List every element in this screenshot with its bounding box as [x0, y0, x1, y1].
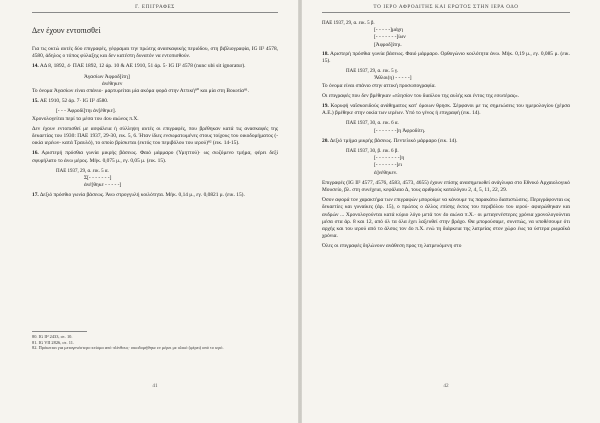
inscription-line: ἀνέθηκεν	[102, 80, 123, 87]
entry-text: ΑΔ 8, 1892, 4· ΠΑΕ 1892, 12 άρ. 10 & ΑΕ 1910, 51 άρ. 5· IG II² 4578 (nunc ubi sit ignoratur).	[39, 63, 246, 70]
entry-reference: ΠΑΕ 1937, 30, β. εικ. 6 β.	[346, 149, 399, 155]
entry-15	[32, 98, 278, 123]
body-paragraph: Όλες οι επιγραφές δηλώνουν ανάθεση προς τη λατρευόμενη στο	[322, 243, 462, 250]
footnote-rule	[32, 331, 87, 332]
entry-reference: ΠΑΕ 1937, 30, α. εικ. 6 α.	[346, 121, 399, 127]
left-head-rule	[32, 12, 278, 13]
entry-text: Κορυφή ναΐσκοειδούς ανάθηματος κατ' όμοιων θρησκ. Σέρφανοι με τις σημειώσεις του ημερολογίου (χέρσα Α.Ε.) βρέθηκε στην οικία των ιερέων. Υπό το γένος ή επιγραφή (εικ. 14).	[322, 103, 570, 117]
right-page	[302, 0, 600, 423]
entry-text: Αριστερή πρόσθια γωνία βάσεως. Φαιό μάρμαρο. Ορθογώνιο κοιλότητα άνω. Μήκ. 0,19 μ., εγ. 0,085 μ. (εικ. 15).	[322, 50, 570, 65]
inscription-line: [- - - - - - -]ίων	[374, 34, 406, 41]
entry-number: 19.	[322, 103, 329, 110]
entry-number: 14.	[32, 63, 39, 70]
entry-reference: ΠΑΕ 1937, 29, α. εικ. 5 γ.	[346, 69, 399, 75]
entry-reference: ΠΑΕ 1937, 29, α. εικ. 5 β.	[322, 21, 375, 26]
entry-number: 15.	[32, 98, 39, 105]
footnotes	[32, 331, 278, 351]
intro-paragraph: Για τις οκτώ αυτές δύο επιγραφές, γέφραμαι την πρώτης ανασκαφικής περιόδου, στη βιβλιογραφία, IG II² 4578, 4580, άδηλος ο τόπος φύλαξης και δεν κατέστη δυνατόν να εντοπισθούν.	[32, 46, 278, 60]
inscription-line: [- - - - - - -]η Ἀφροδίτη.	[374, 127, 426, 134]
right-head-rule	[322, 12, 570, 13]
inscription-line: [- - - - - - - -]η	[374, 155, 405, 162]
entry-number: 17.	[32, 192, 39, 199]
entry-number: 20.	[322, 137, 329, 144]
entry-17	[32, 192, 278, 199]
footnote-81: 81. IG VII 2826, στ. 11.	[32, 339, 75, 345]
inscription-line: [- - - - -]μάχη	[374, 27, 403, 34]
body-paragraph: Όσον αφορά τον χαρακτήρα των επιγραφών μπορούμε να κάνουμε τις παρακάτω διαπιστώσεις. Περιγράφονται ως δεκαετίες και γυναίκες (άρ. 15), ο πρώτος ο άλλος επίσης έκτος του περιβόλου του ιερού· αφιερώθηκαν και ανδρών ... Χρονολογούνται κατά κύριο λόγο μετά τον 4ο αιώνα π.Χ.· οι μεταγενέστερες χρόνια χρονολογούνται μέσα στα άρ. 8 και 12, από όλ τα όλα έχει λαξευθεί στην βράχο. Θα μπορούσαμε, συνεπώς, να υποθέσουμε ότι αρχής και του ιερού από το άλσος τον 4ο π.Χ. ενώ τη διάρκεια της λατρείας στον χώρο έως τα ύστερα ρωμαϊκά χρόνια.	[322, 197, 570, 240]
entry-19	[322, 103, 570, 135]
left-running-head: Γ. ΕΠΙΓΡΑΦΕΣ	[135, 4, 175, 10]
entry-paragraph: Οι επιγραφές που δεν βρέθηκαν «πλησίον του διαύλου της αυλής και έντος της εσωτέρας».	[322, 92, 520, 99]
right-running-head: ΤΟ ΙΕΡΟ ΑΦΡΟΔΙΤΗΣ ΚΑΙ ΕΡΩΤΟΣ ΣΤΗΝ ΙΕΡΑ ΟΔΟ	[373, 4, 519, 10]
right-body	[322, 20, 570, 254]
body-paragraph: Επιγραφές (IG II² 4577, 4576, 4583, 4573, 4655) έχουν επίσης ανασημειωθεί ανάγλυφα στο Εθνικό Αρχαιολογικό Μουσείο, βλ. στη συνέχεια, κεφάλαιο Δ, τους αριθμούς καταλόγου 2, 4, 5, 11, 22, 29.	[322, 179, 570, 194]
entry-text: ΑΕ 1910, 52 άρ. 7· IG II² 4580.	[39, 98, 109, 105]
page-number: 41	[152, 383, 158, 389]
entry-text: Αριστερή πρόσθια γωνία μικρής βάσεως. Φαιό μάρμαρο (Υμηττού)· ως σωζόμενο τμήμα, φέρει δεξί σφυρήλατο το άνω μέρος. Μήκ. 0,075 μ., εγ. 0,05 μ. (εικ. 15).	[32, 150, 278, 164]
entry-text: Δεξιό τμήμα μικρής βάσεως. Πεντελικό μάρμαρο (εικ. 14).	[329, 137, 458, 144]
entry-note: Χρονολογείται περί τα μέσα του 4ου αιώνος π.Χ.	[32, 115, 139, 122]
footnote-82: 82. Πρόκειται για μεταγενέστερο κτίσμα από πλίνθους· οικοδομήθηκε εν μέρει με υλικό (φέρει) από το ιερό.	[32, 345, 224, 351]
left-body	[32, 20, 278, 203]
inscription-line: [- - - - - - -]ει	[374, 162, 402, 169]
entry-18	[322, 51, 570, 100]
inscription-line: ἀνέ[θηκε - - - - -]	[84, 182, 122, 189]
entry-reference: ΠΑΕ 1937, 29, α. εικ. 5 α.	[56, 168, 109, 174]
inscription-line: Ἀγασίων Ἀφροδ[ίτη]	[84, 73, 130, 80]
page-number: 42	[443, 383, 449, 389]
inscription-line: [- - - Ἀφροδί]τηι ἀν[έθηκε].	[56, 108, 117, 115]
inscription-line: Ἄθλοι(η) - - - - -]	[374, 75, 412, 82]
entry-text: Δεξιό πρόσθιο γωνία βάσεως. Άνω στρογγυλή κοιλότητα. Μήκ. 0,14 μ., εγ. 0,0821 μ. (εικ. 15).	[39, 192, 245, 199]
inscription-line: ἀ]νέθηκεν.	[374, 169, 398, 176]
section-title: Δεν έχουν εντοπισθεί	[32, 26, 101, 35]
entry-14	[32, 63, 278, 95]
entry-note: Το όνομα Ἀγασίων είναι σπάνιο· μαρτυρείται μία ακόμα φορά στην Αττική⁸⁰ και μία στη Βοιωτία⁸¹.	[32, 88, 249, 95]
entry-note: Το όνομα είναι σπάνιο στην αττική προσωπογραφία.	[322, 82, 436, 89]
footnote-80: 80. IG II² 2433, στ. 10.	[32, 334, 73, 340]
inscription-line: [Ἀφροδ]ίτηι.	[374, 41, 402, 48]
entry-number: 18.	[322, 50, 329, 57]
inscription-line: Σ[- - - - - - -]	[84, 175, 112, 182]
entry-20	[322, 138, 570, 177]
body-paragraph: Δεν έχουν εντοπισθεί με ασφάλεια ή σύλληψη αυτές οι επιγραφές, που βρέθηκαν κατά τις ανασκαφές της δεκαετίας του 1930: ΠΑΕ 1937, 29-30, εικ. 5, 6. Ήταν ίδιες ενσωματωμένες στους τοίχους του οικοδομήματος (-οικία ιερέων- κατά Τραυλό), το οποίο βρίσκεται (εκτός του περιβόλου του ιερού)⁸² (εικ. 14-15).	[32, 125, 278, 147]
entry-16	[32, 150, 278, 189]
left-page	[0, 0, 298, 423]
entry-number: 16.	[32, 150, 39, 157]
